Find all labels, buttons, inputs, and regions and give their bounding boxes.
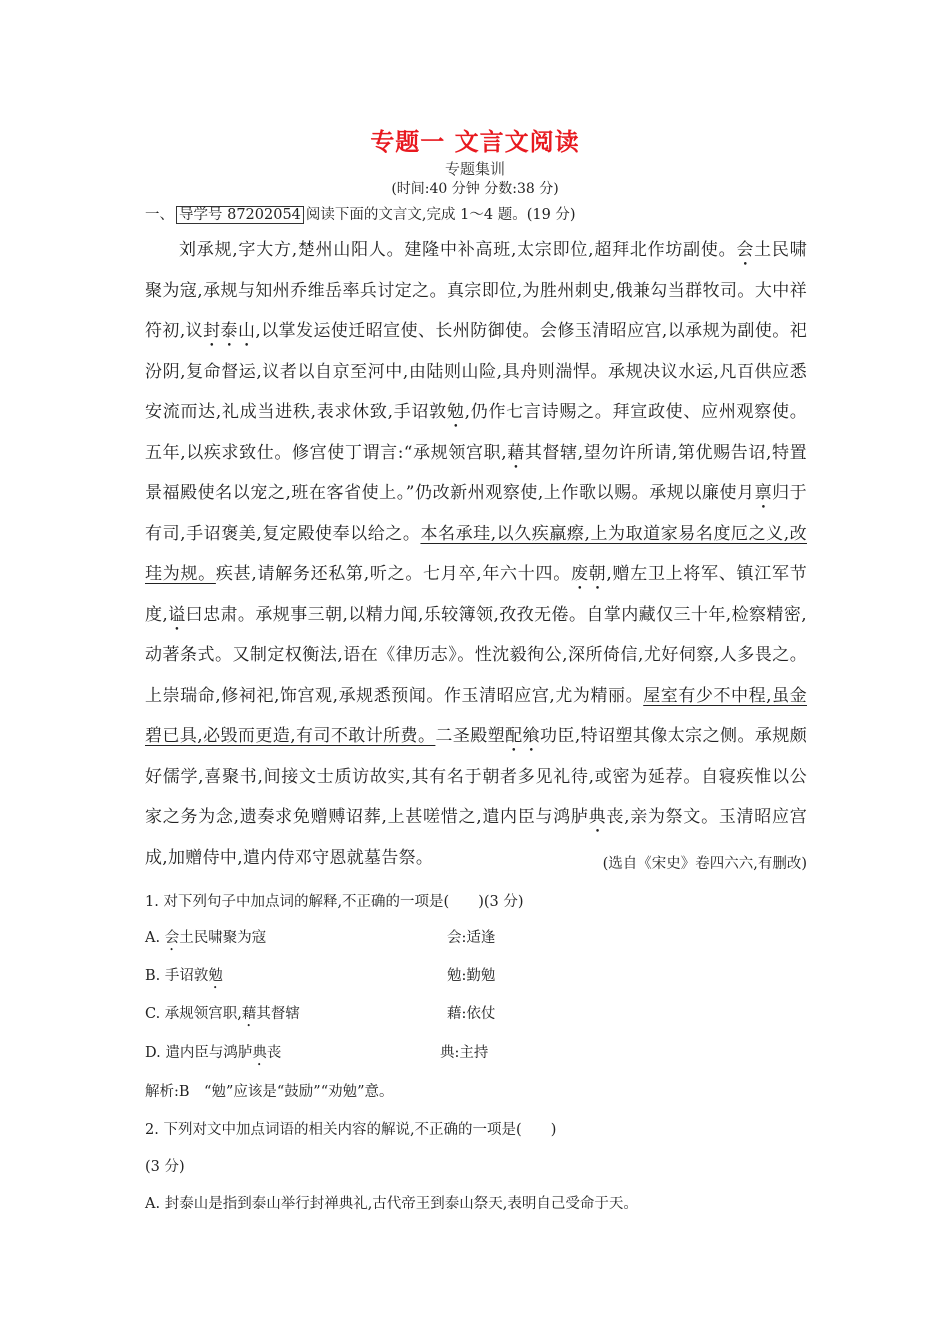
- classical-passage: [145, 230, 807, 878]
- dotted-word: 会: [736, 240, 755, 260]
- dotted-word: 配飨: [505, 726, 540, 746]
- passage-text: 刘承规,字大方,楚州山阳人。建隆中补高班,太宗即位,超拜北作坊副使。: [179, 240, 737, 260]
- passage-source: (选自《宋史》卷四六六,有删改): [602, 856, 807, 872]
- dotted-word: 封泰山: [203, 321, 256, 341]
- dotted-word: 谥: [168, 604, 186, 625]
- section-instruction: 阅读下面的文言文,完成 1～4 题。(19 分): [305, 207, 576, 223]
- underlined-sentence: 本名承珪,以久疾羸瘵,上为取道家易名度厄之义,改珪为规。: [145, 523, 807, 584]
- page-subtitle: 专题集训: [444, 160, 505, 178]
- question-2-stem: 2. 下列对文中加点词语的相关内容的解说,不正确的一项是( ): [145, 1122, 557, 1138]
- passage-text: ,赠左卫上将军、镇江军节度,: [145, 564, 808, 625]
- q1-option-d: D. 遣内臣与鸿胪典丧: [145, 1045, 282, 1061]
- passage-text: 土民啸聚为寇,承规与知州乔维岳率兵讨定之。真宗即位,为胜州刺史,俄兼勾当群牧司。大中祥符初,议: [145, 240, 807, 341]
- guide-number-box: 导学号 87202054: [176, 206, 304, 224]
- dotted-word: 废朝: [570, 564, 607, 584]
- dotted-word: 藉: [506, 442, 525, 463]
- q1-option-b-explanation: 勉:勤勉: [447, 968, 496, 984]
- dotted-word: 禀: [754, 483, 773, 503]
- dotted-word: 勉: [446, 402, 465, 422]
- q1-option-a-explanation: 会:适逢: [447, 930, 496, 946]
- q1-option-d-explanation: 典:主持: [440, 1045, 489, 1061]
- dotted-word: 典: [588, 807, 607, 827]
- question-1-stem: 1. 对下列句子中加点词的解释,不正确的一项是( )(3 分): [145, 894, 524, 910]
- passage-text: ,仍作七言诗赐之。拜宣政使、应州观察使。五年,以疾求致仕。修宫使丁谓言:“承规领宫职,: [145, 402, 807, 463]
- passage-text: 二圣殿塑: [435, 726, 506, 746]
- q1-option-c-explanation: 藉:依仗: [447, 1006, 496, 1022]
- q2-option-a: A. 封泰山是指到泰山举行封禅典礼,古代帝王到泰山祭天,表明自己受命于天。: [145, 1196, 638, 1212]
- question-2-points: (3 分): [145, 1159, 185, 1175]
- underlined-sentence: 屋室有少不中程,虽金碧已具,必毁而更造,有司不敢计所费。: [145, 685, 807, 746]
- q1-option-c: C. 承规领宫职,藉其督辖: [145, 1006, 300, 1022]
- question-1-answer: 解析:B “勉”应该是“鼓励”“劝勉”意。: [145, 1084, 394, 1100]
- time-score-info: (时间:40 分钟 分数:38 分): [391, 181, 559, 197]
- passage-text: 丧,亲为祭文。玉清昭应宫成,加赠侍中,遣内侍邓守恩就墓告祭。: [145, 807, 807, 868]
- passage-text: 归于有司,手诏褒美,复定殿使奉以给之。: [145, 483, 807, 544]
- q1-option-b: B. 手诏敦勉: [145, 968, 223, 984]
- passage-text: 曰忠肃。承规事三朝,以精力闻,乐较簿领,孜孜无倦。自掌内藏仅三十年,检察精密,动著条式。又制定权衡法,语在《律历志》。性沈毅徇公,深所倚信,尤好伺察,人多畏之。上崇瑞命,修祠祀,饰宫观,承规悉预闻。作玉清昭应宫,尤为精丽。: [145, 604, 807, 706]
- q1-option-a: A. 会土民啸聚为寇: [145, 930, 267, 946]
- section-heading: [145, 203, 576, 224]
- passage-text: 疾甚,请解务还私第,听之。七月卒,年六十四。: [215, 564, 571, 584]
- section-prefix: 一、: [145, 207, 174, 223]
- passage-text: 功臣,特诏塑其像太宗之侧。承规颇好儒学,喜聚书,间接文士质访故实,其有名于朝者多见礼待,或密为延荐。自寝疾惟以公家之务为念,遗奏求免赠赙诏葬,上甚嗟惜之,遣内臣与鸿胪: [145, 726, 808, 827]
- passage-text: 其督辖,望勿许所请,第优赐告诏,特置景福殿使名以宠之,班在客省使上。”仍改新州观察使,上作歌以赐。承规以廉使月: [145, 442, 807, 503]
- page-title: 专题一 文言文阅读: [370, 128, 580, 156]
- passage-text: ,以掌发运使迁昭宣使、长州防御使。会修玉清昭应宫,以承规为副使。祀汾阴,复命督运,议者以自京至河中,由陆则山险,具舟则湍悍。承规决议水运,凡百供应悉安流而达,礼成当进秩,表求休致,手诏敦: [145, 321, 807, 422]
